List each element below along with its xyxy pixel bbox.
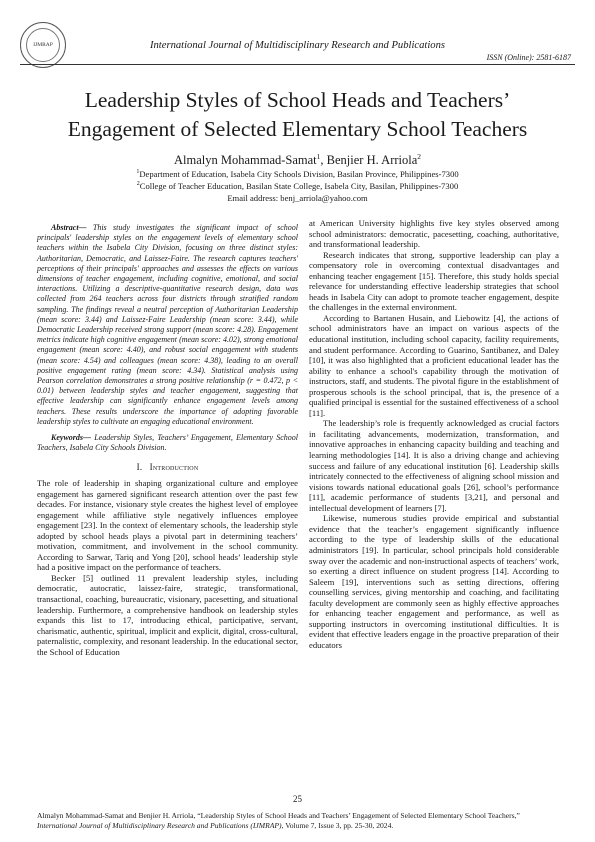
affiliation-1	[0, 169, 595, 179]
email-address: Email address: benj_arriola@yahoo.com	[227, 193, 368, 203]
author-2-sup: 2	[417, 152, 422, 161]
affiliation-1-sup: 1	[136, 169, 140, 176]
author-list	[0, 152, 595, 168]
paper-title-line-2: Engagement of Selected Elementary School Teachers	[67, 117, 528, 141]
affiliation-2-text: College of Teacher Education, Basilan State College, Isabela City, Basilan, Philippines-7300	[139, 181, 459, 191]
header-rule	[20, 64, 575, 65]
right-paragraph-1: at American University highlights five key styles observed among school administrators: democratic, pacesetting, coaching, authoritative, and transformational leadership.	[309, 218, 559, 250]
journal-title: International Journal of Multidisciplinary Research and Publications	[149, 40, 446, 51]
paper-title	[20, 86, 575, 144]
affiliation-2-sup: 2	[136, 181, 140, 188]
page-number: 25	[293, 794, 302, 804]
right-column	[309, 218, 559, 650]
affiliation-1-text: Department of Education, Isabela City Schools Division, Basilan Province, Philippines-7300	[139, 169, 459, 179]
keywords	[37, 433, 298, 453]
right-paragraph-4: The leadership’s role is frequently acknowledged as crucial factors in facilitating advancements, modernization, transformation, and innovative approaches in enhancing capacity building and teaching and learning methodologies [14]. It is also a driving change and achieving success and failure of any educational institution [6]. Leadership skills intricately connected to the effectiveness of aligning school mission and visions towards national educational goals [26], school’s performance [11], academic performance of students [3,21], and personal and intellectual development of learners [7].	[309, 418, 559, 513]
citation-authors: Almalyn Mohammad-Samat and Benjier H. Arriola, “Leadership Styles of School Heads and Teachers’ Engagement of Selected Elementary School Teachers,”	[37, 811, 520, 820]
intro-paragraph-1: The role of leadership in shaping organizational culture and employee engagement has garnered significant research attention over the past few decades. For instance, visionary style creates the highest level of employee engagement while affiliative style negatively influences employee engagement [23]. In the context of elementary schools, the leadership style adopted by school heads plays a pivotal part in determining teachers’ motivation, commitment, and involvement in the school community. According to Sarwar, Tariq and Yong [20], school heads’ leadership style had a positive impact on the performance of teachers.	[37, 478, 298, 573]
right-paragraph-2: Research indicates that strong, supportive leadership can play a compensatory role in overcoming contextual disadvantages and enhancing teacher engagement [15]. Therefore, this study holds special relevance for understanding effective leadership strategies that school heads in Isabela City can adopt to promote teacher engagement, despite the challenges in the external environment.	[309, 249, 559, 313]
author-2: Benjier H. Arriola	[326, 153, 418, 168]
keywords-text: Leadership Styles, Teachers’ Engagement, Elementary School Teachers, Isabela City Schools Division.	[37, 433, 298, 453]
citation-tail: , Volume 7, Issue 3, pp. 25-30, 2024.	[281, 820, 394, 830]
keywords-label: Keywords—	[51, 433, 91, 443]
intro-paragraph-2: Becker [5] outlined 11 prevalent leadership styles, including democratic, autocratic, laissez-faire, strategic, transformational, transactional, coaching, bureaucratic, visionary, pacesetting, and situational leadership. Furthermore, a comprehensive handbook on leadership styles expands this list to 17, introducing ethical, participative, servant, charismatic, authentic, spiritual, implicit and explicit, digital, cross-cultural, paternalistic, complexity, and resonant leadership. In the educational sector, the School of Education	[37, 572, 298, 657]
right-paragraph-3: According to Bartanen Husain, and Liebowitz [4], the actions of school administrators have an impact on various aspects of the educational institution, including school capacity, facility requirements, and student performance. According to Guarino, Santibanez, and Daley [10], it was also highlighted that a proficient educational leader has the ability to enhance a school's capability through the motivation of instructors, staff, and students. The pivotal figure in the establishment of prosperous schools is the school principal, that is, the presence of a qualified principal is essential for the sustained effectiveness of a school [11].	[309, 312, 559, 418]
paper-title-line-1: Leadership Styles of School Heads and Teachers’	[84, 88, 511, 112]
abstract-text: This study investigates the significant impact of school principals' leadership styles on the engagement levels of elementary school teachers within the Isabela City Division, focusing on three distinct styles: Authoritarian, Democratic, and Laissez-Faire. The research captures teachers' perceptions of their principals' approaches and assesses the effects on various dimensions of teacher engagement, including cognitive, emotional, and social interactions. Utilizing a descriptive-quantitative research design, data was collected from 264 teachers across four districts through stratified random sampling. The findings reveal a neutral perception of Authoritarian Leadership (mean score: 3.44) and Laissez-Faire Leadership (mean score: 3.44), while Democratic Leadership received strong support (mean score: 4.28). Engagement metrics indicate high cognitive engagement (mean score: 4.02), strong emotional engagement (mean score: 4.40), and robust social engagement with students (mean score: 4.54) and colleagues (mean score: 4.38), leading to an overall positive engagement rating (mean score: 4.34). Statistical analysis using Pearson correlation demonstrates a strong positive relationship (r = 0.472, p < 0.01) between leadership styles and teacher engagement, suggesting that effective leadership can significantly enhance engagement levels among teachers. These results underscore the importance of adopting favorable leadership styles to cultivate an engaging educational environment.	[37, 223, 298, 426]
author-1: Almalyn Mohammad-Samat	[173, 153, 317, 168]
section-heading	[37, 462, 298, 473]
right-paragraph-5: Likewise, numerous studies provide empirical and substantial evidence that the teacher’s engagement significantly influence according to the type of leadership skills of the educational administrators [19]. In particular, school principals hold considerable sway over the academic and non-instructional aspects of teachers’ work, so exerting a direct influence on student progress [14]. According to Saleem [19], interventions such as setting directions, offering counselling services, giving mentorship and coaching, and facilitating faculty development are commonly seen as highly effective approaches for enhancing teacher engagement and performance, as well as supporting instructors in overcoming institutional difficulties. It is evident that effective leaders engage in the proactive preparation of their educators	[309, 513, 559, 650]
citation-footer	[37, 811, 558, 830]
author-1-sup: 1	[316, 152, 321, 161]
left-column	[37, 223, 298, 657]
abstract	[37, 223, 298, 427]
abstract-label: Abstract—	[51, 223, 87, 232]
section-number: I.	[136, 462, 143, 473]
section-title: Introduction	[149, 462, 199, 473]
issn: ISSN (Online): 2581-6187	[486, 53, 571, 62]
journal-logo-text: IJMRAP	[26, 28, 60, 62]
citation-journal: International Journal of Multidisciplinary Research and Publications (IJMRAP)	[37, 820, 282, 830]
author-separator: ,	[320, 153, 327, 168]
affiliation-2	[0, 181, 595, 191]
